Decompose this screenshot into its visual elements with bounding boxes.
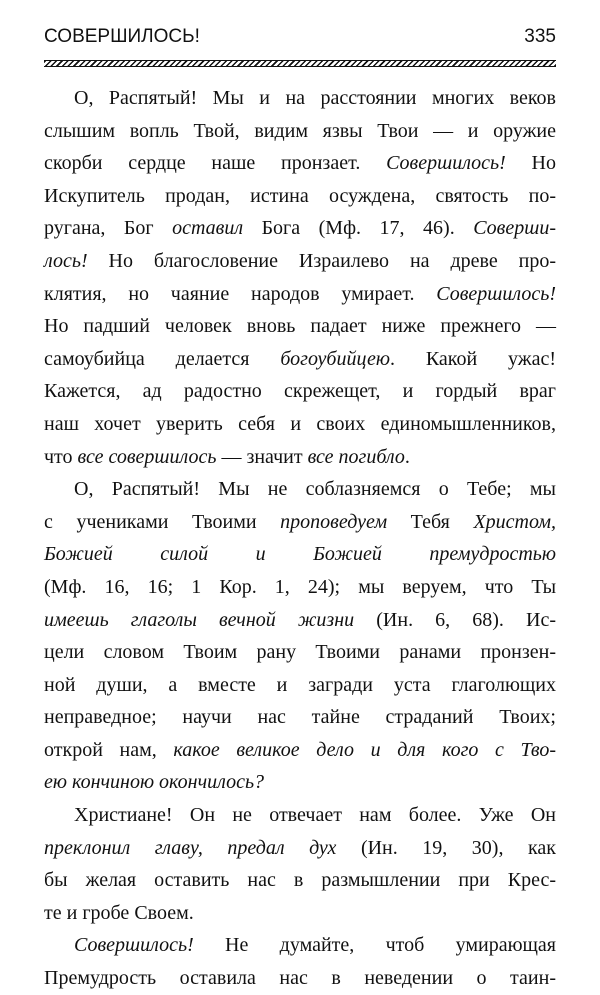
text-segment: с учениками Твоими [44, 510, 281, 533]
text-segment: бы желая оставить нас в размышлении при Крес- [44, 869, 556, 892]
text-segment: (Ин. 6, 68). Ис- [354, 608, 556, 631]
text-line [44, 538, 556, 571]
text-segment: наш хочет уверить себя и своих единомышленников, [44, 412, 556, 435]
text-segment: цели словом Твоим рану Твоими ранами пронзен- [44, 641, 556, 664]
text-segment: Но благословение Израилево на древе про- [87, 249, 556, 272]
italic-text: Христом, [473, 510, 556, 533]
text-line [44, 278, 556, 311]
text-line [44, 766, 556, 799]
text-segment: (Ин. 19, 30), как [336, 836, 556, 859]
running-header [44, 22, 556, 52]
text-segment: клятия, но чаяние народов умирает. [44, 282, 437, 305]
text-line [44, 636, 556, 669]
italic-text: богоубийцею [280, 347, 390, 370]
text-line [44, 310, 556, 343]
italic-text: Божией силой и Божией премудростью [44, 543, 556, 566]
text-segment: Кажется, ад радостно скрежещет, и гордый враг [44, 380, 556, 403]
text-line [44, 441, 556, 474]
text-line [44, 180, 556, 213]
italic-text: Соверши- [473, 217, 556, 240]
text-segment: самоубийца делается [44, 347, 281, 370]
italic-text: какое великое дело и для кого с Тво- [173, 738, 557, 761]
text-line [44, 571, 556, 604]
text-segment: (Мф. 16, 16; 1 Кор. 1, 24); мы веруем, что Ты [44, 575, 556, 598]
text-segment: неправедное; научи нас тайне страданий Твоих; [44, 706, 556, 729]
text-segment: те и гробе Своем. [44, 901, 194, 924]
text-segment: открой нам, [44, 738, 174, 761]
text-line [44, 506, 556, 539]
text-segment: Не думайте, чтоб умирающая [193, 934, 556, 957]
text-line [44, 864, 556, 897]
italic-text: оставил [172, 217, 244, 240]
italic-text: лось! [44, 249, 88, 272]
ornamental-rope-divider [44, 60, 556, 67]
text-segment: Но [505, 152, 556, 175]
paragraph [44, 82, 556, 473]
italic-text: Совершилось! [74, 934, 194, 957]
paragraph [44, 799, 556, 929]
italic-text: Совершилось! [436, 282, 556, 305]
text-line [44, 408, 556, 441]
text-segment: — значит [216, 445, 308, 468]
text-line [44, 147, 556, 180]
text-line [44, 929, 556, 962]
text-segment: слышим вопль Твой, видим язвы Твои — и оружие [44, 119, 556, 142]
text-segment: Тебя [387, 510, 474, 533]
text-segment: . [404, 445, 410, 468]
text-segment: Искупитель продан, истина осуждена, святость по- [44, 184, 556, 207]
text-line [44, 82, 556, 115]
page-body-text [44, 82, 556, 995]
text-segment: Бога (Мф. 17, 46). [243, 217, 474, 240]
text-segment: Христиане! Он не отвечает нам более. Уже Он [74, 804, 556, 827]
text-line [44, 897, 556, 930]
chapter-title: СОВЕРШИЛОСЬ! [44, 26, 200, 47]
text-line [44, 375, 556, 408]
text-line [44, 799, 556, 832]
text-segment: что [44, 445, 78, 468]
paragraph [44, 929, 556, 994]
text-line [44, 734, 556, 767]
italic-text: все совершилось [77, 445, 217, 468]
italic-text: преклонил главу, предал дух [44, 836, 337, 859]
text-segment: . Какой ужас! [389, 347, 557, 370]
text-line [44, 604, 556, 637]
italic-text: Совершилось! [386, 152, 506, 175]
text-line [44, 962, 556, 995]
text-line [44, 669, 556, 702]
text-segment: Но падший человек вновь падает ниже прежнего — [44, 315, 556, 338]
page-number: 335 [524, 26, 556, 47]
text-segment: О, Распятый! Мы и на расстоянии многих веков [74, 87, 556, 109]
italic-text: имеешь глаголы вечной жизни [44, 608, 355, 631]
text-segment: скорби сердце наше пронзает. [44, 152, 387, 175]
text-segment: О, Распятый! Мы не соблазняемся о Тебе; мы [74, 478, 556, 501]
italic-text: все погибло [307, 445, 405, 468]
text-segment: ной души, а вместе и загради уста глаголющих [44, 673, 556, 696]
text-line [44, 343, 556, 376]
italic-text: проповедуем [280, 510, 388, 533]
text-line [44, 832, 556, 865]
text-line [44, 115, 556, 148]
text-line [44, 473, 556, 506]
text-line [44, 212, 556, 245]
text-line [44, 245, 556, 278]
text-segment: ругана, Бог [44, 217, 173, 240]
text-line [44, 701, 556, 734]
italic-text: ею кончиною окончилось? [44, 771, 265, 794]
paragraph [44, 473, 556, 799]
text-segment: Премудрость оставила нас в неведении о таин- [44, 967, 556, 990]
